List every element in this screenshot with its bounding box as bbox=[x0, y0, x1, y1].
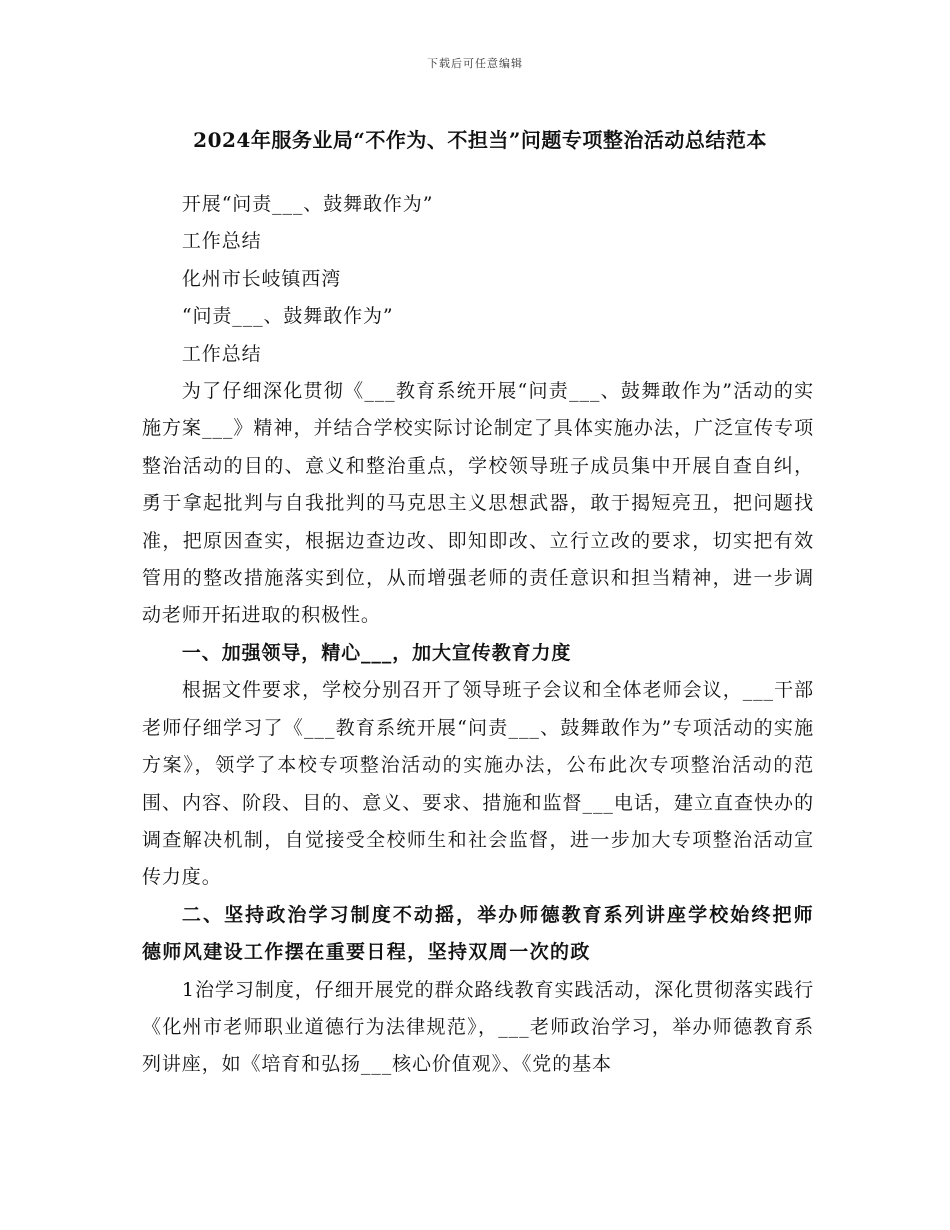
document-body bbox=[142, 186, 814, 1084]
section-heading: 一、加强领导，精心___，加大宣传教育力度 bbox=[181, 641, 572, 664]
section-heading: 二、坚持政治学习制度不动摇，举办师德教育系列讲座学校始终把师德师风建设工作摆在重要日程，坚持双周一次的政 bbox=[142, 903, 814, 964]
author-line: 化州市长岐镇西湾 bbox=[181, 267, 342, 290]
subtitle-line: 工作总结 bbox=[181, 342, 262, 365]
subtitle-line: 开展“问责___、鼓舞敢作为” bbox=[181, 193, 434, 215]
subtitle-line: “问责___、鼓舞敢作为” bbox=[181, 305, 394, 328]
document-title: 2024年服务业局“不作为、不担当”问题专项整治活动总结范本 bbox=[193, 128, 767, 152]
body-paragraph: 根据文件要求，学校分别召开了领导班子会议和全体老师会议，___干部老师仔细学习了《___教育系统开展“问责___、鼓舞敢作为”专项活动的实施方案》，领学了本校专项整治活动的实施办法，公布此次专项整治活动的范围、内容、阶段、目的、意义、要求、措施和监督___电话，建立直查快办的调查解决机制，自觉接受全校师生和社会监督，进一步加大专项整治活动宣传力度。 bbox=[142, 679, 814, 889]
body-paragraph: 1治学习制度，仔细开展党的群众路线教育实践活动，深化贯彻落实践行《化州市老师职业道德行为法律规范》，___老师政治学习，举办师德教育系列讲座，如《培育和弘扬___核心价值观》、《党的基本 bbox=[142, 978, 814, 1076]
body-paragraph: 为了仔细深化贯彻《___教育系统开展“问责___、鼓舞敢作为”活动的实施方案___》精神，并结合学校实际讨论制定了具体实施办法，广泛宣传专项整治活动的目的、意义和整治重点，学校领导班子成员集中开展自查自纠，勇于拿起批判与自我批判的马克思主义思想武器，敢于揭短亮丑，把问题找准，把原因查实，根据边查边改、即知即改、立行立改的要求，切实把有效管用的整改措施落实到位，从而增强老师的责任意识和担当精神，进一步调动老师开拓进取的积极性。 bbox=[142, 380, 814, 627]
subtitle-line: 工作总结 bbox=[181, 230, 262, 253]
header-note: 下载后可任意编辑 bbox=[427, 57, 523, 70]
